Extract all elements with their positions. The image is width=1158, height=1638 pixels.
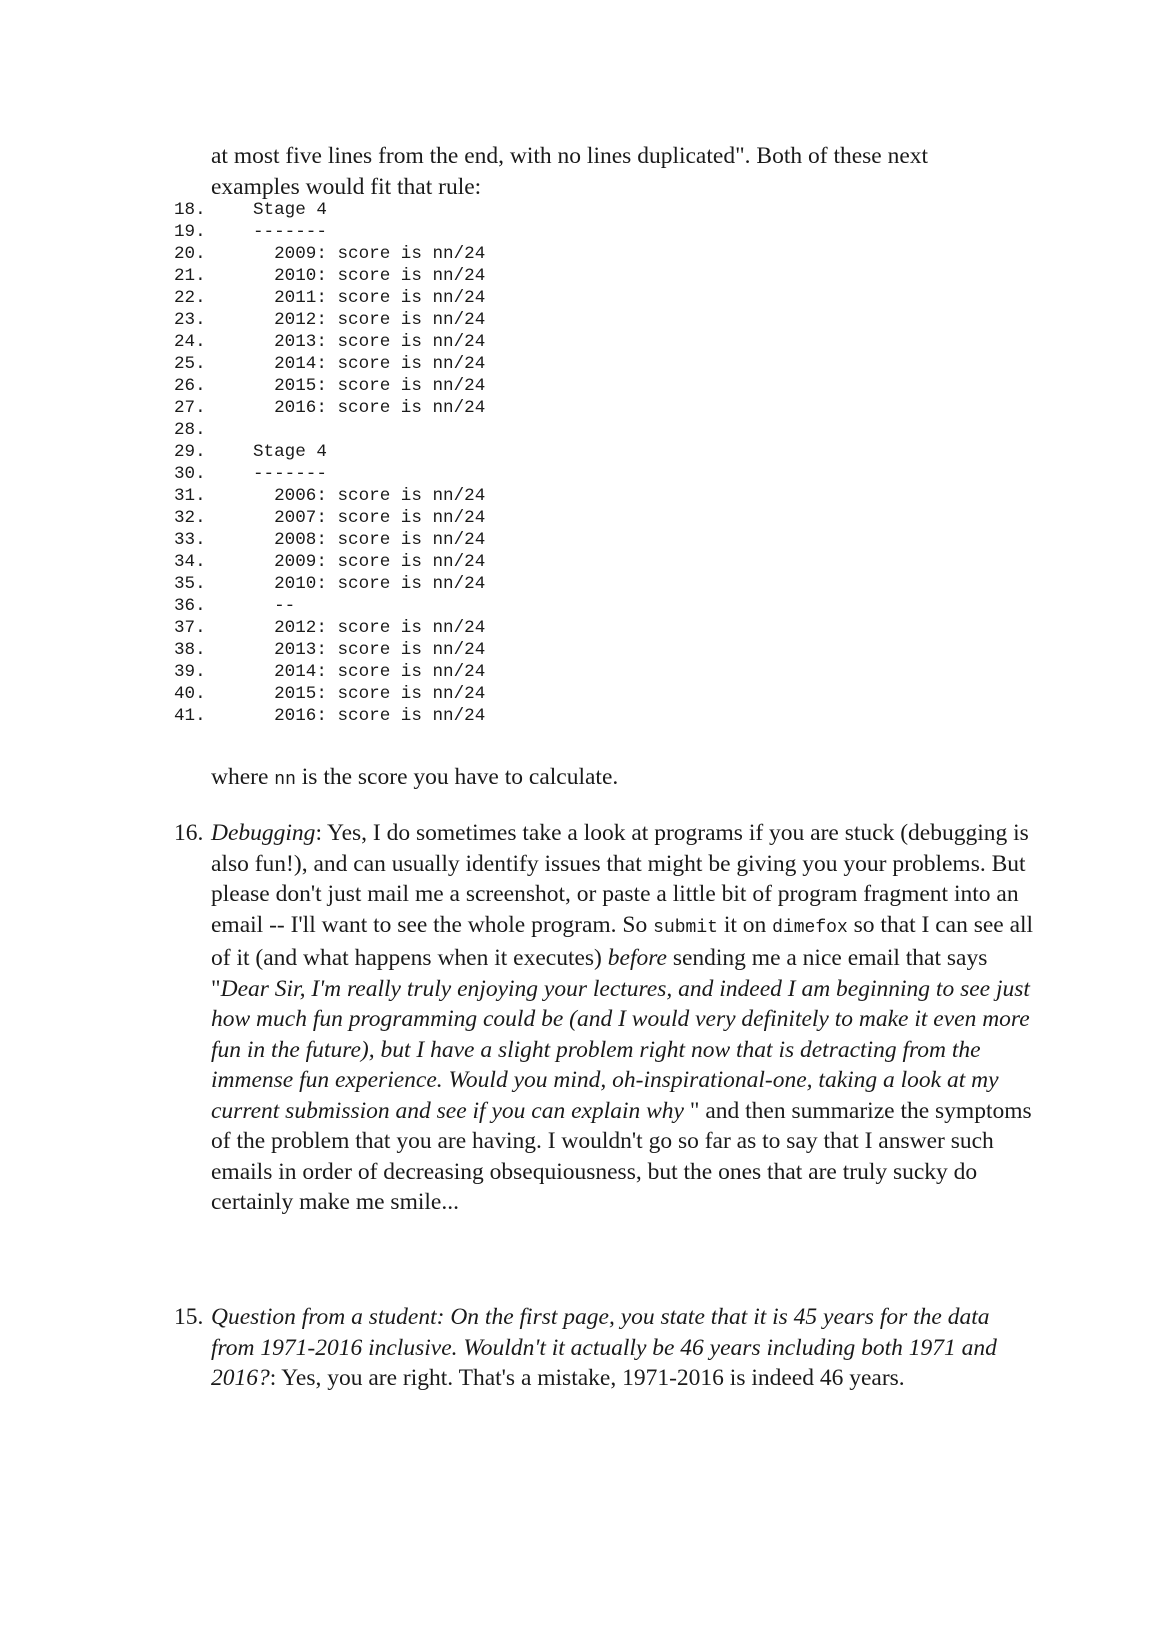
code-line	[174, 661, 485, 683]
code-line-text: --	[253, 596, 296, 616]
emphasis-before: before	[607, 945, 667, 971]
student-question: Question from a student: On the first page, you state that it is 45 years for the data from 1971-2016 inclusive. Wouldn't it actually be 46 years including both 1971 and 2016?	[211, 1304, 997, 1391]
code-line-number: 29.	[174, 442, 206, 462]
code-line	[174, 199, 485, 221]
list-item-question	[174, 1302, 1034, 1394]
code-line-number: 36.	[174, 596, 206, 616]
code-line	[174, 551, 485, 573]
code-line-text: 2010: score is nn/24	[253, 266, 486, 286]
item-text: sending me a nice email that says "	[211, 945, 988, 1002]
code-line-text: 2015: score is nn/24	[253, 684, 486, 704]
item-number: 15.	[174, 1304, 204, 1330]
intro-line-2: examples would fit that rule:	[211, 173, 482, 200]
where-paragraph	[211, 762, 1031, 796]
code-line-number: 26.	[174, 376, 206, 396]
code-line	[174, 683, 485, 705]
code-line-number: 35.	[174, 574, 206, 594]
code-line-text: -------	[253, 464, 327, 484]
code-line	[174, 265, 485, 287]
code-line	[174, 507, 485, 529]
intro-line-1: at most five lines from the end, with no lines duplicated". Both of these next	[211, 143, 929, 169]
where-text-after: is the score you have to calculate.	[295, 764, 619, 790]
item-body	[211, 818, 1034, 1218]
code-line-number: 28.	[174, 420, 206, 440]
code-line	[174, 397, 485, 419]
code-line-text: 2012: score is nn/24	[253, 618, 486, 638]
answer-text: : Yes, you are right. That's a mistake, 1971-2016 is indeed 46 years.	[269, 1365, 905, 1391]
item-number: 16.	[174, 820, 204, 846]
code-line-number: 32.	[174, 508, 206, 528]
code-line-number: 21.	[174, 266, 206, 286]
item-title: Debugging	[211, 820, 316, 846]
code-line-number: 33.	[174, 530, 206, 550]
code-line-text: 2009: score is nn/24	[253, 552, 486, 572]
code-line-number: 41.	[174, 706, 206, 726]
where-text-before: where	[211, 764, 275, 790]
quoted-email: Dear Sir, I'm really truly enjoying your lectures, and indeed I am beginning to see just how much fun programming could be (and I would very definitely to make it even more fun in the future), but I have a slight problem right now that is detracting from the immense fun experience. Would you mind, oh-inspirational-one, taking a look at my current submission and see if you can explain why	[211, 975, 1030, 1124]
inline-code-submit: submit	[653, 917, 718, 938]
where-code: nn	[274, 770, 296, 790]
code-line	[174, 617, 485, 639]
code-line-number: 25.	[174, 354, 206, 374]
code-line-text: 2007: score is nn/24	[253, 508, 486, 528]
code-line-text: 2014: score is nn/24	[253, 662, 486, 682]
code-line-text: 2013: score is nn/24	[253, 332, 486, 352]
code-line	[174, 595, 485, 617]
code-line	[174, 441, 485, 463]
code-line-text: 2010: score is nn/24	[253, 574, 486, 594]
code-line-text: 2012: score is nn/24	[253, 310, 486, 330]
intro-paragraph	[211, 141, 1031, 202]
code-line-number: 27.	[174, 398, 206, 418]
code-line	[174, 529, 485, 551]
code-line-text: 2016: score is nn/24	[253, 398, 486, 418]
code-line-number: 20.	[174, 244, 206, 264]
code-line-text: 2011: score is nn/24	[253, 288, 486, 308]
code-line	[174, 573, 485, 595]
code-line-number: 31.	[174, 486, 206, 506]
code-line-text: 2009: score is nn/24	[253, 244, 486, 264]
code-line-text: 2016: score is nn/24	[253, 706, 486, 726]
code-line	[174, 375, 485, 397]
code-line	[174, 331, 485, 353]
code-line-number: 24.	[174, 332, 206, 352]
code-line-number: 30.	[174, 464, 206, 484]
code-line-text: 2014: score is nn/24	[253, 354, 486, 374]
code-line-text: 2013: score is nn/24	[253, 640, 486, 660]
code-line-number: 23.	[174, 310, 206, 330]
code-line-text: Stage 4	[253, 200, 327, 220]
code-line	[174, 463, 485, 485]
code-line-number: 37.	[174, 618, 206, 638]
code-line	[174, 705, 485, 727]
code-line	[174, 485, 485, 507]
item-text: it on	[717, 911, 773, 938]
code-line-text: Stage 4	[253, 442, 327, 462]
code-line	[174, 353, 485, 375]
item-text: " and then summarize the symptoms of the problem that you are having. I wouldn't go so far as to say that I answer such emails in order of decreasing obsequiousness, but the ones that are truly sucky do certainly make me smile...	[211, 1097, 1032, 1215]
code-line-number: 34.	[174, 552, 206, 572]
code-line-text: -------	[253, 222, 327, 242]
code-line-text: 2006: score is nn/24	[253, 486, 486, 506]
code-line-text: 2015: score is nn/24	[253, 376, 486, 396]
code-line-number: 39.	[174, 662, 206, 682]
code-line	[174, 287, 485, 309]
code-line	[174, 419, 485, 441]
inline-code-dimefox: dimefox	[772, 917, 848, 938]
code-line-number: 38.	[174, 640, 206, 660]
code-line-text: 2008: score is nn/24	[253, 530, 486, 550]
code-line-number: 22.	[174, 288, 206, 308]
code-line-number: 19.	[174, 222, 206, 242]
code-line	[174, 639, 485, 661]
item-body	[211, 1302, 1034, 1394]
code-line	[174, 221, 485, 243]
code-line	[174, 243, 485, 265]
code-listing	[174, 199, 485, 727]
list-item-debugging	[174, 818, 1034, 1218]
item-text: so that I can see all of it (and what happens when it executes)	[211, 911, 1034, 971]
code-line	[174, 309, 485, 331]
code-line-number: 40.	[174, 684, 206, 704]
code-line-number: 18.	[174, 200, 206, 220]
item-text: : Yes, I do sometimes take a look at programs if you are stuck (debugging is also fun!), and can usually identify issues that might be giving you your problems. But please don't just mail me a screenshot, or paste a little bit of program fragment into an email -- I'll want to see the whole program. So	[211, 820, 1029, 938]
